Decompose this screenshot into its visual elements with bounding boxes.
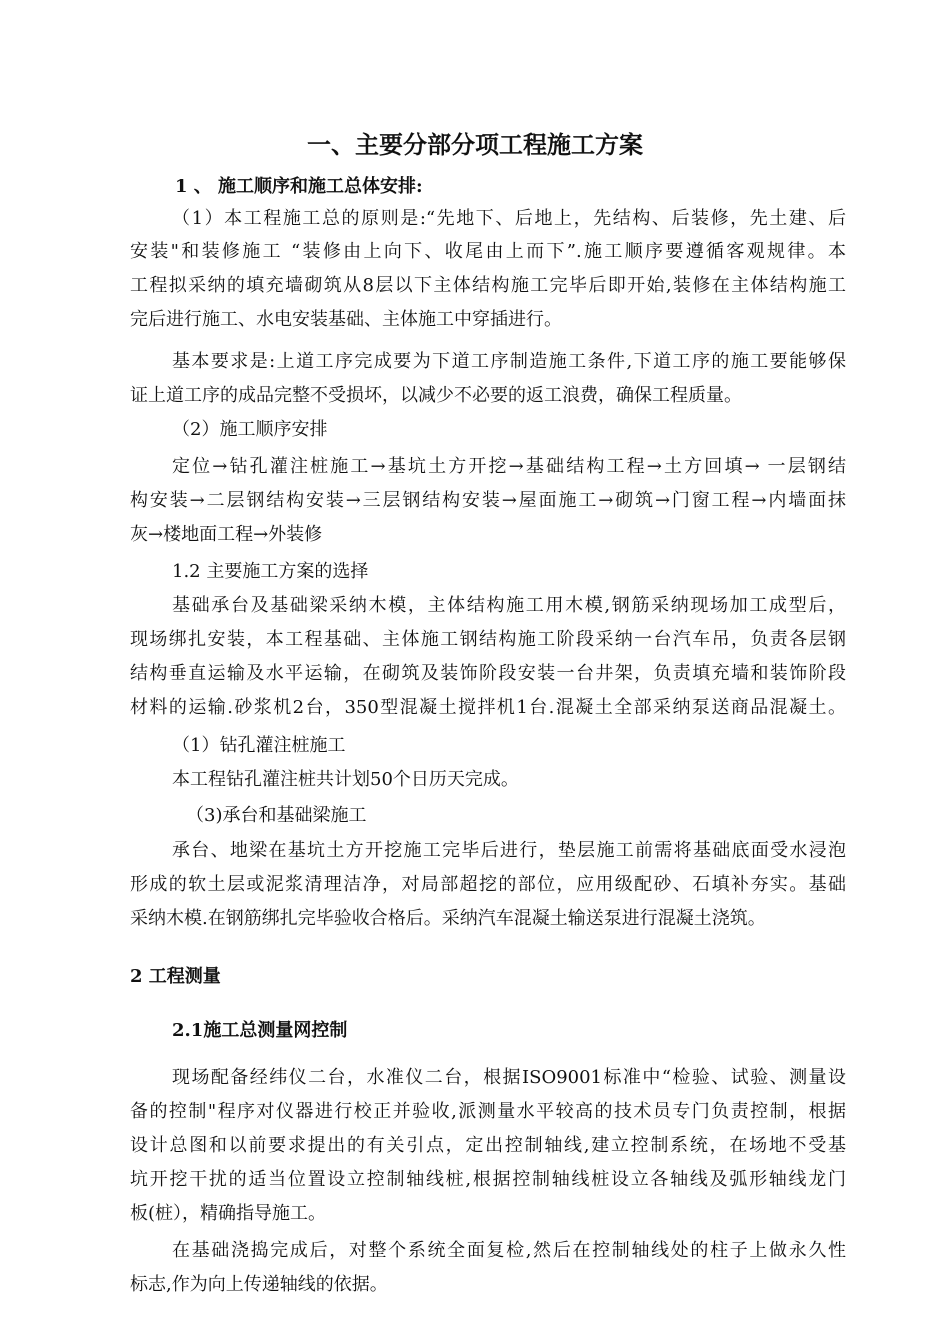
text-line: 工程拟采纳的填充墙砌筑从8层以下主体结构施工完毕后即开始,装修在主体结构施工 <box>130 275 846 296</box>
text-line: 采纳木模.在钢筋绑扎完毕验收合格后。采纳汽车混凝土输送泵进行混凝土浇筑。 <box>130 908 766 929</box>
text-line: 完后进行施工、水电安装基础、主体施工中穿插进行。 <box>130 309 562 330</box>
text-line: 本工程钻孔灌注桩共计划50个日历天完成。 <box>172 769 519 790</box>
subheading: （3)承台和基础梁施工 <box>186 805 367 826</box>
page-title: 一、主要分部分项工程施工方案 <box>307 130 643 159</box>
text-line: 承台、地梁在基坑土方开挖施工完毕后进行，垫层施工前需将基础底面受水浸泡 <box>172 840 846 861</box>
subheading: （2）施工顺序安排 <box>172 419 328 440</box>
text-line: 现场绑扎安装，本工程基础、主体施工钢结构施工阶段采纳一台汽车吊，负责各层钢 <box>130 629 846 650</box>
text-line: 形成的软土层或泥浆清理洁净，对局部超挖的部位，应用级配砂、石填补夯实。基础 <box>130 874 846 895</box>
text-line: 备的控制"程序对仪器进行校正并验收,派测量水平较高的技术员专门负责控制，根据 <box>130 1101 846 1122</box>
section-2-1-heading: 2.1施工总测量网控制 <box>172 1020 348 1041</box>
text-line: 结构垂直运输及水平运输，在砌筑及装饰阶段安装一台井架，负责填充墙和装饰阶段 <box>130 663 846 684</box>
text-line: 在基础浇捣完成后，对整个系统全面复检,然后在控制轴线处的柱子上做永久性 <box>172 1240 846 1261</box>
text-line: 板(桩），精确指导施工。 <box>130 1203 327 1224</box>
text-line: 基础承台及基础梁采纳木模，主体结构施工用木模,钢筋采纳现场加工成型后， <box>172 595 846 616</box>
text-line: 材料的运输.砂浆机2台，350型混凝土搅拌机1台.混凝土全部采纳泵送商品混凝土。 <box>130 697 846 718</box>
section-1-2-heading: 1.2 主要施工方案的选择 <box>172 561 369 582</box>
section-2-heading: 2 工程测量 <box>130 966 221 987</box>
text-line: 现场配备经纬仪二台，水准仪二台，根据ISO9001标准中“检验、试验、测量设 <box>172 1067 846 1088</box>
text-line: 构安装→二层钢结构安装→三层钢结构安装→屋面施工→砌筑→门窗工程→内墙面抹 <box>130 490 846 511</box>
section-1-heading: 1 、 施工顺序和施工总体安排: <box>175 176 423 197</box>
text-line: 基本要求是:上道工序完成要为下道工序制造施工条件,下道工序的施工要能够保 <box>172 351 846 372</box>
text-line: 标志,作为向上传递轴线的依据。 <box>130 1274 388 1295</box>
text-line: 定位→钻孔灌注桩施工→基坑土方开挖→基础结构工程→土方回填→ 一层钢结 <box>172 456 846 477</box>
text-line: 安装"和装修施工 “装修由上向下、收尾由上而下”.施工顺序要遵循客观规律。本 <box>130 241 846 262</box>
text-line: 证上道工序的成品完整不受损坏，以减少不必要的返工浪费，确保工程质量。 <box>130 385 742 406</box>
text-line: （1）本工程施工总的原则是:“先地下、后地上，先结构、后装修，先土建、后 <box>172 208 846 229</box>
subheading: （1）钻孔灌注桩施工 <box>172 735 346 756</box>
text-line: 灰→楼地面工程→外装修 <box>130 524 323 545</box>
text-line: 设计总图和以前要求提出的有关引点，定出控制轴线,建立控制系统，在场地不受基 <box>130 1135 846 1156</box>
text-line: 坑开挖干扰的适当位置设立控制轴线桩,根据控制轴线桩设立各轴线及弧形轴线龙门 <box>130 1169 846 1190</box>
